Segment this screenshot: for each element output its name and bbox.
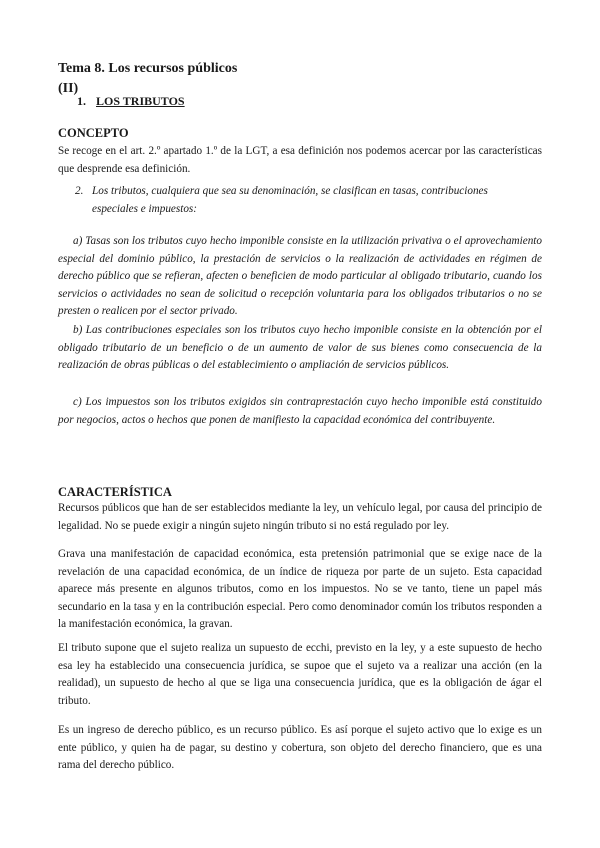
- section-heading-tributos: [77, 94, 185, 109]
- definition-tasas: a) Tasas son los tributos cuyo hecho imponible consiste en la utilización privativa o el aprovechamiento especial del dominio público, la prestación de servicios o la realización de actividades en régimen de derecho público que se refieran, afecten o beneficien de modo particular al obligado tributario, cuando los servicios o actividades no sean de solicitud o recepción voluntaria para los obligados tributarios o no se presten o realicen por el sector privado.: [58, 235, 542, 317]
- quote-line-2: especiales e impuestos:: [92, 202, 198, 215]
- legal-quote-intro: [75, 183, 542, 218]
- definition-impuestos: c) Los impuestos son los tributos exigidos sin contraprestación cuyo hecho imponible está constituido por negocios, actos o hechos que ponen de manifiesto la capacidad económica del contribuyente.: [58, 396, 542, 426]
- concepto-heading: CONCEPTO: [58, 126, 129, 140]
- concepto-intro: Se recoge en el art. 2.º apartado 1.º de la LGT, a esa definición nos podemos acercar por las características que desprende esa definición.: [58, 145, 542, 175]
- quote-number: 2.: [75, 185, 84, 197]
- caracteristica-heading: CARACTERÍSTICA: [58, 485, 172, 499]
- section-label: LOS TRIBUTOS: [96, 94, 185, 108]
- definition-contribuciones: b) Las contribuciones especiales son los tributos cuyo hecho imponible consiste en la obtención por el obligado tributario de un beneficio o de un aumento de valor de sus bienes como consecuencia de la realización de obras públicas o del establecimiento o ampliación de servicios públicos.: [58, 324, 542, 371]
- quote-line-1: Los tributos, cualquiera que sea su denominación, se clasifican en tasas, contribuciones: [92, 185, 488, 197]
- caracteristica-paragraph-2: Grava una manifestación de capacidad económica, esta pretensión patrimonial que se exige nace de la revelación de una capacidad económica, de un índice de riqueza por parte de un sujeto. Esta capacidad aparece más presente en algunos tributos, como en los impuestos. No se ve tanto, tiene un papel más secundario en la tasa y en la contribución especial. Pero como denominador común los tributos responden a la manifestación económica, la gravan.: [58, 548, 542, 630]
- document-title: Tema 8. Los recursos públicos (II): [58, 61, 238, 96]
- section-number: 1.: [77, 94, 86, 108]
- caracteristica-paragraph-4: Es un ingreso de derecho público, es un recurso público. Es así porque el sujeto activo que lo exige es un ente público, y quien ha de pagar, su destino y cobertura, son objeto del derecho financiero, que es una rama del derecho público.: [58, 724, 542, 771]
- caracteristica-paragraph-3: El tributo supone que el sujeto realiza un supuesto de ecchi, previsto en la ley, y a este supuesto de hecho esa ley ha establecido una consecuencia jurídica, se supoe que el sujeto va a realizar una acción (en la realidad), un supuesto de hecho al que se liga una consecuencia jurídica, que es la obligación de ágar el tributo.: [58, 642, 542, 707]
- caracteristica-paragraph-1: Recursos públicos que han de ser establecidos mediante la ley, un vehículo legal, por causa del principio de legalidad. No se puede exigir a ningún sujeto ningún tributo si no está regulado por ley.: [58, 502, 542, 532]
